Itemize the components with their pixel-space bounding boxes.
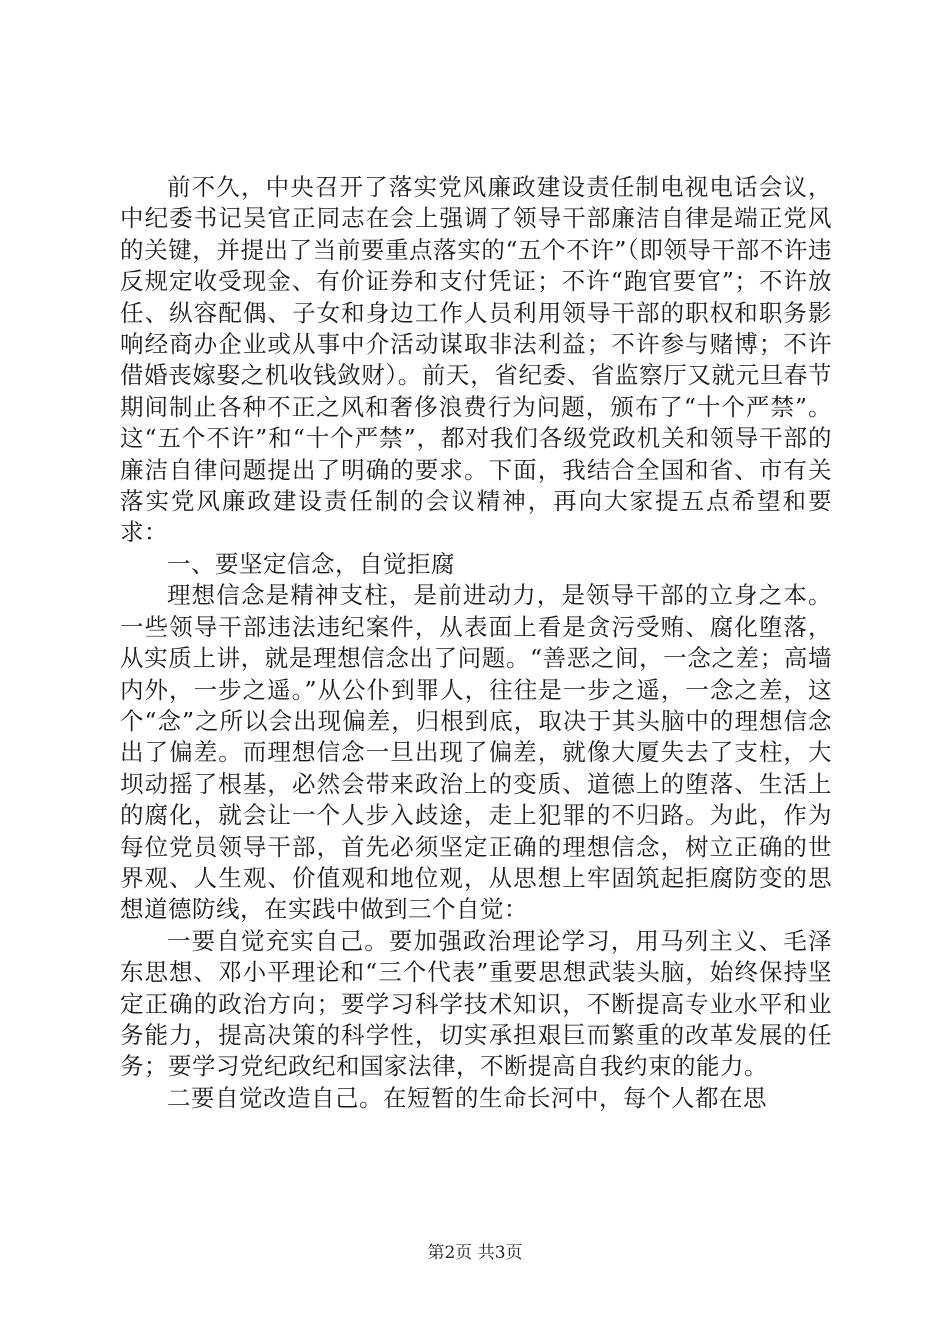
page-number-footer: 第2页 共3页 (427, 1243, 523, 1263)
paragraph-reform-self: 二要自觉改造自己。在短暂的生命长河中，每个人都在思 (167, 1083, 767, 1112)
paragraph-intro: 前不久，中央召开了落实党风廉政建设责任制电视电话会议，中纪委书记吴官正同志在会上强调了领导干部廉洁自律是端正党风的关键，并提出了当前要重点落实的“五个不许”（即领导干部不许违反规定收受现金、有价证券和支付凭证；不许“跑官要官”；不许放任、纵容配偶、子女和身边工作人员利用领导干部的职权和职务影响经商办企业或从事中介活动谋取非法利益；不许参与赌博；不许借婚丧嫁娶之机收钱敛财）。前天，省纪委、省监察厅又就元旦春节期间制止各种不正之风和奢侈浪费行为问题，颁布了“十个严禁”。这“五个不许”和“十个严禁”，都对我们各级党政机关和领导干部的廉洁自律问题提出了明确的要求。下面，我结合全国和省、市有关落实党风廉政建设责任制的会议精神，再向大家提五点希望和要求： (120, 173, 832, 547)
section-heading-1: 一、要坚定信念，自觉拒腐 (167, 549, 455, 578)
paragraph-ideals: 理想信念是精神支柱，是前进动力，是领导干部的立身之本。一些领导干部违法违纪案件，从表面上看是贪污受贿、腐化堕落，从实质上讲，就是理想信念出了问题。“善恶之间，一念之差；高墙内外，一步之遥。”从公仆到罪人，往往是一步之遥，一念之差，这个“念”之所以会出现偏差，归根到底，取决于其头脑中的理想信念出了偏差。而理想信念一旦出现了偏差，就像大厦失去了支柱，大坝动摇了根基，必然会带来政治上的变质、道德上的堕落、生活上的腐化，就会让一个人步入歧途，走上犯罪的不归路。为此，作为每位党员领导干部，首先必须坚定正确的理想信念，树立正确的世界观、人生观、价值观和地位观，从思想上牢固筑起拒腐防变的思想道德防线，在实践中做到三个自觉： (120, 581, 832, 924)
document-body (120, 172, 832, 1114)
paragraph-enrich-self: 一要自觉充实自己。要加强政治理论学习，用马列主义、毛泽东思想、邓小平理论和“三个代表”重要思想武装头脑，始终保持坚定正确的政治方向；要学习科学技术知识，不断提高专业水平和业务能力，提高决策的科学性，切实承担艰巨而繁重的改革发展的任务；要学习党纪政纪和国家法律，不断提高自我约束的能力。 (120, 926, 832, 1081)
